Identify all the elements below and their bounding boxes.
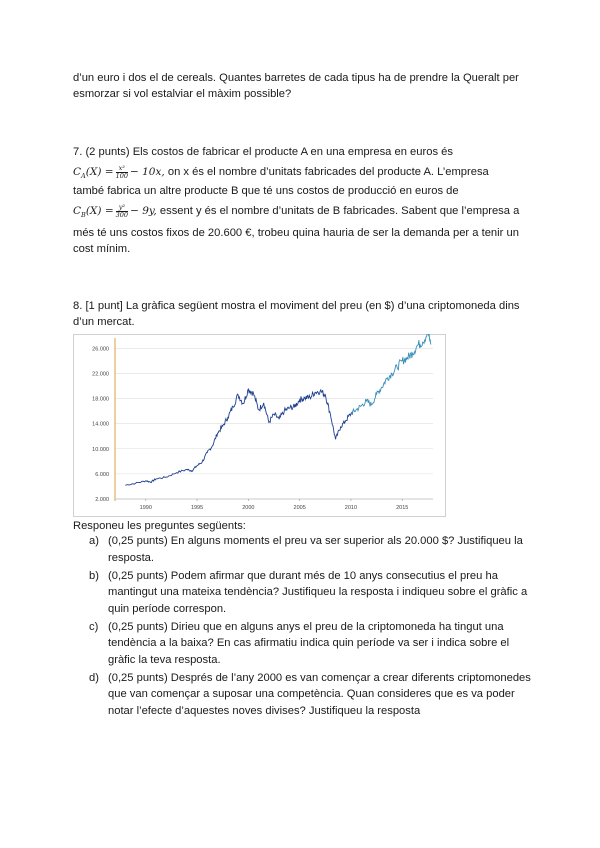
question-item bbox=[73, 619, 533, 669]
question-label: d) bbox=[89, 671, 99, 684]
y-tick-label: 22.000 bbox=[92, 371, 109, 378]
x-tick-label: 2010 bbox=[344, 505, 358, 511]
x-tick-label: 2005 bbox=[293, 505, 306, 511]
question-item bbox=[73, 533, 533, 566]
intro-line-1: d’un euro i dos el de cereals. Quantes barretes de cada tipus ha de prendre la Queralt per bbox=[73, 72, 519, 84]
formula-b: $C_B(X)$ = $\frac{\text{y²}}{300}$ − 9y, bbox=[73, 202, 157, 219]
question-text: (0,25 punts) Dirieu que en alguns anys el preu de la criptomoneda ha tingut una tendència a la baixa? En cas afirmatiu indica quin període va ser i indica sobre el gràfic la teva resposta. bbox=[108, 620, 510, 666]
question-text: (0,25 punts) Podem afirmar que durant més de 10 anys consecutius el preu ha mantingut una mateixa tendència? Justifiqueu la resposta i indiqueu sobre el gràfic a quin període correspon. bbox=[108, 569, 528, 615]
x-tick-label: 2015 bbox=[396, 505, 409, 511]
q7-line-6: cost mínim. bbox=[73, 243, 131, 255]
question-label: b) bbox=[89, 569, 99, 582]
q8-responeu: Responeu les preguntes següents: bbox=[73, 520, 246, 532]
y-tick-label: 6.000 bbox=[95, 471, 109, 478]
formula-a: $C_A(X)$ = $\frac{\text{x²}}{100}$ − 10x, bbox=[73, 163, 165, 180]
x-tick-label: 2000 bbox=[242, 505, 255, 511]
x-tick-label: 1995 bbox=[190, 505, 204, 511]
y-tick-label: 10.000 bbox=[92, 446, 109, 453]
y-tick-label: 26.000 bbox=[92, 346, 109, 353]
x-tick-label: 1990 bbox=[139, 505, 152, 511]
q8-questions bbox=[73, 533, 533, 721]
q8-heading: 8. [1 punt] La gràfica següent mostra el moviment del preu (en $) d’una criptomoneda dins bbox=[73, 300, 520, 312]
intro-line-2: esmorzar si vol estalviar el màxim possible? bbox=[73, 88, 292, 100]
chart-frame bbox=[74, 335, 446, 517]
y-tick-label: 14.000 bbox=[92, 421, 109, 428]
q7-formula-b-line: $C_B(X)$ = $\frac{\text{y²}}{300}$ − 9y, essent y és el nombre d’unitats de B fabricades. Sabent que l’empresa a bbox=[73, 202, 520, 219]
q8-heading-2: d’un mercat. bbox=[73, 316, 135, 328]
y-tick-label: 2.000 bbox=[95, 497, 109, 503]
question-item bbox=[73, 568, 533, 618]
question-text: (0,25 punts) En alguns moments el preu va ser superior als 20.000 $? Justifiqueu la resposta. bbox=[108, 535, 523, 564]
question-item bbox=[73, 670, 533, 720]
q7-line-3: també fabrica un altre producte B que té uns costos de producció en euros de bbox=[73, 185, 459, 197]
q7-formula-a-line: $C_A(X)$ = $\frac{\text{x²}}{100}$ − 10x, on x és el nombre d’unitats fabricades del producte A. L’empresa bbox=[73, 163, 489, 180]
y-tick-label: 18.000 bbox=[92, 396, 109, 403]
q7-heading: 7. (2 punts) Els costos de fabricar el producte A en una empresa en euros és bbox=[73, 146, 453, 158]
question-text: (0,25 punts) Després de l’any 2000 es van començar a crear diferents criptomonedes que van començar a suposar una competència. Quan consideres que es va poder notar l’efecte d’aquestes noves divises? Justifiqueu la resposta bbox=[108, 671, 531, 717]
question-label: c) bbox=[89, 620, 99, 633]
question-label: a) bbox=[89, 535, 99, 547]
price-chart bbox=[73, 334, 446, 517]
q7-line-5: més té uns costos fixos de 20.600 €, trobeu quina hauria de ser la demanda per a tenir un bbox=[73, 227, 519, 239]
